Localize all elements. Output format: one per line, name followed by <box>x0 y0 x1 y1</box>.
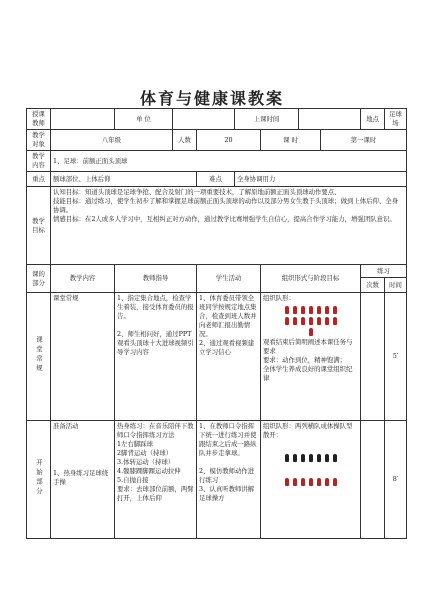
column-header-row <box>27 265 407 278</box>
formation-row-2 <box>263 317 358 325</box>
routine-times <box>361 293 385 421</box>
content-value: 1、足球：前额正面头顶球 <box>51 151 407 172</box>
content-row <box>27 151 407 172</box>
routine-time: 5′ <box>385 293 407 421</box>
time-label: 上课时间 <box>235 109 299 130</box>
goal-affective: 情感目标：在2人或多人学习中，互相纠正对方动作，通过教学比赛增强学生自信心，提高合作学习能力，增强团队意识。 <box>53 215 396 223</box>
goals-row <box>27 187 407 265</box>
col-org: 组织形式与阶段目标 <box>261 265 361 293</box>
header-row-2 <box>27 130 407 151</box>
count-value: 20 <box>197 130 261 151</box>
key-value: 额球部位、上体后仰 <box>51 172 197 187</box>
count-label: 人数 <box>173 130 197 151</box>
routine-row <box>27 293 407 421</box>
warmup-org-title: 组织队形：两列横队成体操队型散开： <box>263 422 353 439</box>
col-times: 次数 <box>361 278 385 293</box>
lesson-value: 第一课时 <box>321 130 407 151</box>
warmup-content-b: 1、热身练习足球绕手操 <box>53 469 109 486</box>
warmup-student: 1、在教师口令指挥下统一进行练习并使跟结束之后成一路纵队并步走拿球。 2、模仿教师动作进行练习 3、认真听教师讲解足球操方 <box>197 421 261 539</box>
lesson-label: 课 时 <box>261 130 321 151</box>
routine-content: 课堂常规 <box>51 293 115 421</box>
warmup-time: 8′ <box>385 421 407 539</box>
lesson-plan-table <box>26 108 407 539</box>
routine-org-title: 组织队形： <box>263 294 295 302</box>
col-time: 时间 <box>385 278 407 293</box>
content-label: 教学内容 <box>27 151 51 172</box>
time-value <box>299 109 361 130</box>
teacher-value <box>51 109 115 130</box>
place-label: 地点 <box>361 109 385 130</box>
col-practice: 练习 <box>361 265 407 278</box>
warmup-formation-2 <box>263 478 358 486</box>
warmup-org <box>261 421 361 539</box>
page-title: 体育与健康课教案 <box>139 89 284 108</box>
warmup-content <box>51 421 115 539</box>
routine-part: 课堂常规 <box>27 293 51 421</box>
warmup-formation-1 <box>263 454 358 462</box>
grade-value: 八年级 <box>51 130 173 151</box>
unit-value <box>173 109 235 130</box>
difficulty-value: 全身协调用力 <box>235 172 407 187</box>
col-content: 教学内容 <box>51 265 115 293</box>
place-value: 足球场 <box>385 109 407 130</box>
warmup-row <box>27 421 407 539</box>
warmup-content-a: 准备活动 <box>53 422 79 430</box>
key-label: 重点 <box>27 172 51 187</box>
col-teacher: 教师指导 <box>115 265 197 293</box>
goal-cognitive: 认知目标：知道头顶球是足球争抢、配合及射门的一项重要技术，了解原地前额正面头顶球动作要点、 <box>53 188 341 196</box>
routine-student: 1、体育委员带领全班同学按规定地点集合，检查到班人数并向老师汇报出勤情况。 2、通过观看视频建立学习信心 <box>197 293 261 421</box>
col-student: 学生活动 <box>197 265 261 293</box>
goals-text <box>51 187 407 265</box>
key-row <box>27 172 407 187</box>
warmup-teacher: 热身练习：在音乐陪伴下教师口令指挥练习方法 1左右脚踩球 2脚背运动（持球） 3.体转运动（持球） 4.髋膝踝脚踝运动拉伸 5.自抛自接 要求：去球部位前额，两臂打开，上体后仰 <box>115 421 197 539</box>
teacher-label: 授课教师 <box>27 109 51 130</box>
target-label: 教学对象 <box>27 130 51 151</box>
warmup-times <box>361 421 385 539</box>
warmup-part: 开始部分 <box>27 421 51 539</box>
header-row-1 <box>27 109 407 130</box>
teacher-marker <box>263 328 358 336</box>
goal-skill: 技能目标：通过练习，使学生初步了解和掌握足球前额正面头顶球的动作以及部分男女生教于头顶球；做到上体后仰、全身协调。 <box>53 197 399 214</box>
difficulty-label: 难点 <box>197 172 235 187</box>
unit-label: 单 位 <box>115 109 173 130</box>
routine-org <box>261 293 361 421</box>
col-part: 课的部分 <box>27 265 51 293</box>
routine-teacher: 1、指定集合地点，检查学生着装，接受体育委员的报告。 2、师生相问好，通过PPT观看头顶球十大进球视频引导学习内容 <box>115 293 197 421</box>
formation-row-1 <box>263 306 358 314</box>
goals-label: 教学目标 <box>27 187 51 265</box>
routine-org-note: 观看结束后简明阐述本课任务与要求 要求：动作到位，精神饱满； 全体学生养成良好的课堂组织纪律 <box>263 338 353 382</box>
